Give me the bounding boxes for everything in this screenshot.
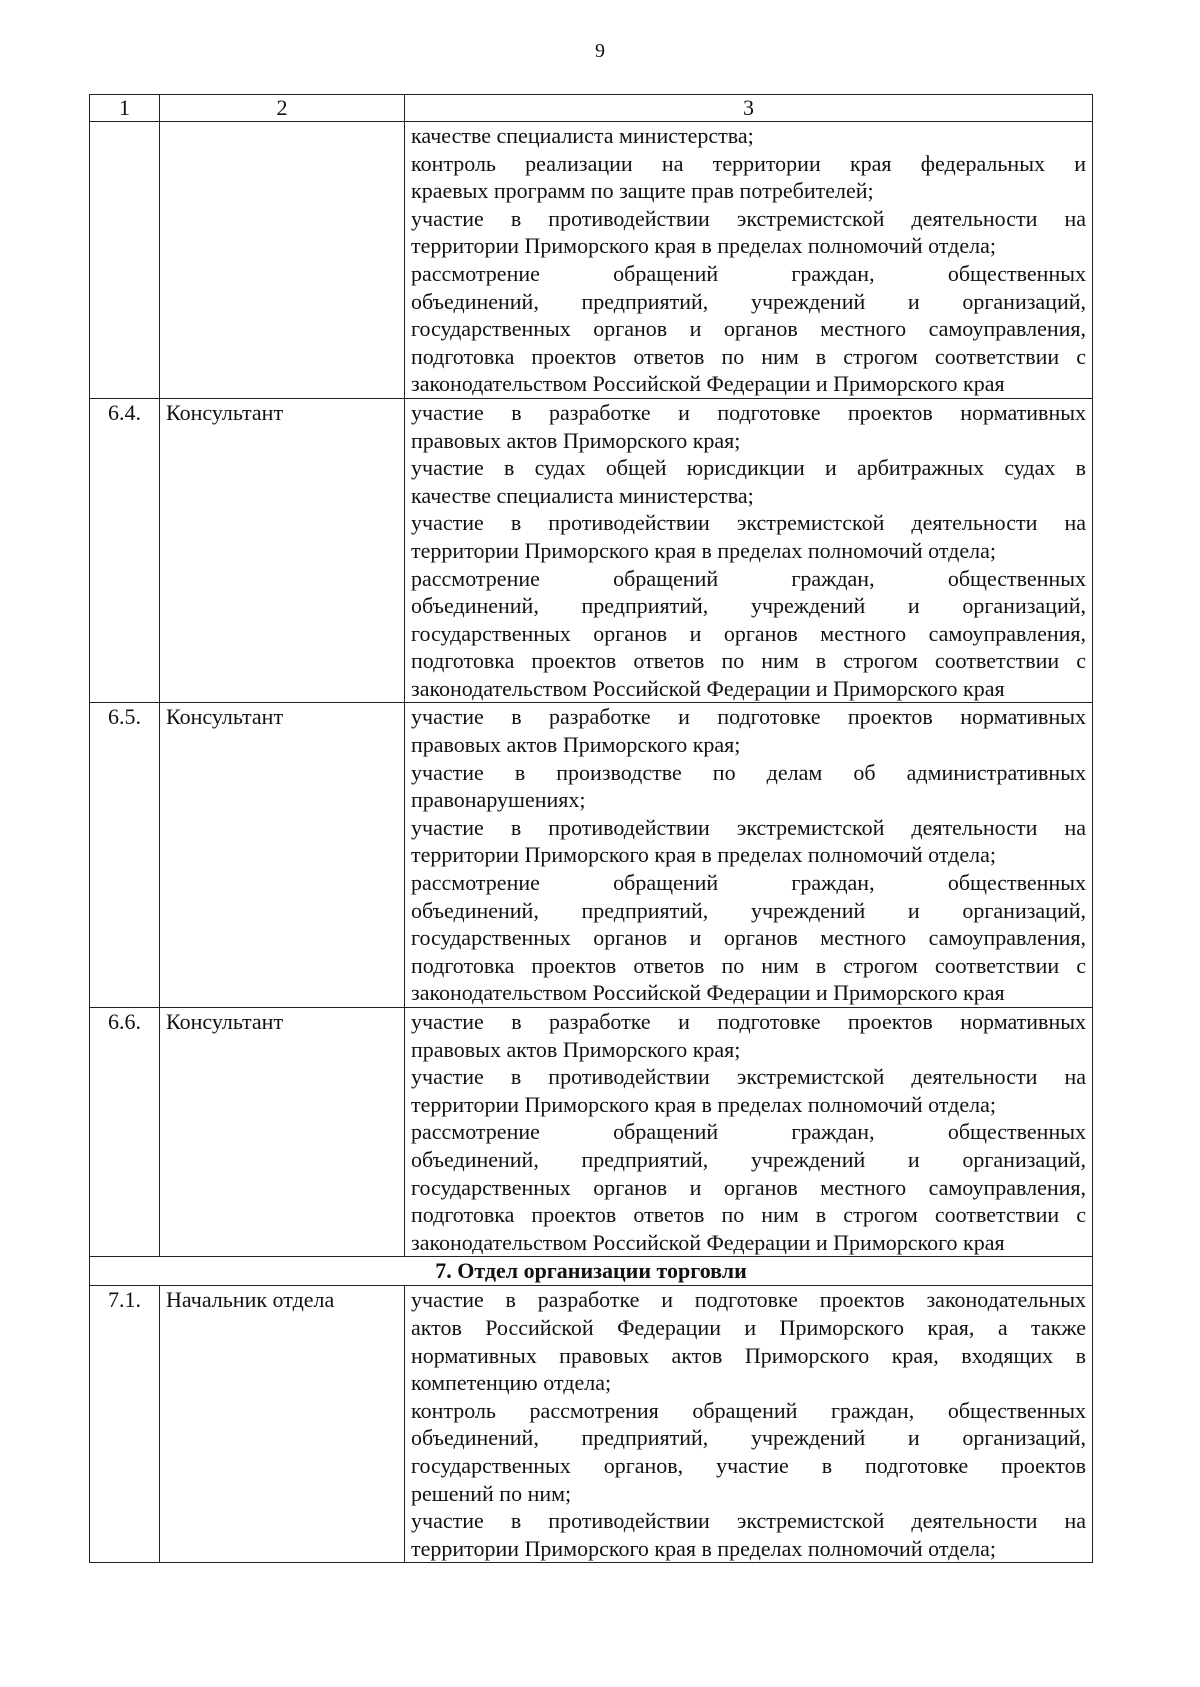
duty-line: территории Приморского края в пределах полномочий отдела; [411,1091,996,1117]
duty-line: правонарушениях; [411,787,586,813]
duty-line: компетенцию отдела; [411,1370,612,1396]
duty-line: качестве специалиста министерства; [411,123,754,148]
duty-line: участие в разработке и подготовке проектов законодательных [411,1287,1086,1313]
duty-line: подготовка проектов ответов по ним в строгом соответствии с [411,648,1086,674]
duty-line: рассмотрение обращений граждан, общественных [411,565,1086,591]
duty-line: законодательством Российской Федерации и Приморского края [411,371,1005,397]
duty-line: контроль реализации на территории края федеральных и [411,150,1086,176]
header-col-3: 3 [405,95,1093,122]
position-title: Консультант [160,1008,405,1257]
duty-line: участие в противодействии экстремистской деятельности на [411,205,1086,231]
duty-line: участие в разработке и подготовке проектов нормативных [411,1009,1086,1034]
section-heading: 7. Отдел организации торговли [90,1257,1093,1286]
table-row [90,1008,1093,1257]
duty-line: участие в судах общей юрисдикции и арбитражных судах в [411,455,1086,481]
duty-line: участие в производстве по делам об административных [411,759,1086,785]
duty-line: правовых актов Приморского края; [411,732,741,758]
duty-line: актов Российской Федерации и Приморского края, а также [411,1314,1086,1340]
duty-line: решений по ним; [411,1480,572,1506]
duty-line: рассмотрение обращений граждан, общественных [411,260,1086,286]
duties-text [405,398,1093,703]
duty-line: государственных органов и органов местного самоуправления, [411,925,1086,951]
duty-line: подготовка проектов ответов по ним в строгом соответствии с [411,1202,1086,1228]
duty-line: законодательством Российской Федерации и Приморского края [411,980,1005,1006]
duty-line: объединений, предприятий, учреждений и организаций, [411,288,1086,314]
duty-line: территории Приморского края в пределах полномочий отдела; [411,537,996,563]
duty-line: государственных органов и органов местного самоуправления, [411,316,1086,342]
row-number: 7.1. [90,1286,160,1563]
header-row [90,95,1093,122]
duties-table [89,94,1093,1563]
duty-line: законодательством Российской Федерации и Приморского края [411,1229,1005,1255]
duty-line: участие в противодействии экстремистской деятельности на [411,1064,1086,1090]
section-heading-row [90,1257,1093,1286]
duty-line: государственных органов и органов местного самоуправления, [411,620,1086,646]
duties-text [405,1286,1093,1563]
table-row [90,398,1093,703]
position-title: Консультант [160,703,405,1008]
duty-line: территории Приморского края в пределах полномочий отдела; [411,1535,996,1561]
duty-line: подготовка проектов ответов по ним в строгом соответствии с [411,343,1086,369]
row-number: 6.5. [90,703,160,1008]
duty-line: территории Приморского края в пределах полномочий отдела; [411,842,996,868]
table-row [90,1286,1093,1563]
duty-line: объединений, предприятий, учреждений и организаций, [411,593,1086,619]
duty-line: объединений, предприятий, учреждений и организаций, [411,1425,1086,1451]
duty-line: государственных органов и органов местного самоуправления, [411,1174,1086,1200]
duty-line: государственных органов, участие в подготовке проектов [411,1452,1086,1478]
position-title [160,122,405,399]
page-number: 9 [595,40,605,62]
duties-text [405,1008,1093,1257]
duty-line: рассмотрение обращений граждан, общественных [411,1119,1086,1145]
duty-line: правовых актов Приморского края; [411,427,741,453]
duty-line: качестве специалиста министерства; [411,482,754,508]
duty-line: участие в разработке и подготовке проектов нормативных [411,399,1086,425]
duty-line: правовых актов Приморского края; [411,1036,741,1062]
table-row [90,122,1093,399]
duty-line: подготовка проектов ответов по ним в строгом соответствии с [411,952,1086,978]
duty-line: законодательством Российской Федерации и Приморского края [411,675,1005,701]
duty-line: участие в противодействии экстремистской деятельности на [411,814,1086,840]
position-title: Начальник отдела [160,1286,405,1563]
duty-line: участие в противодействии экстремистской деятельности на [411,510,1086,536]
duty-line: объединений, предприятий, учреждений и организаций, [411,1146,1086,1172]
duties-text [405,703,1093,1008]
row-number [90,122,160,399]
duty-line: нормативных правовых актов Приморского края, входящих в [411,1342,1086,1368]
header-col-1: 1 [90,95,160,122]
duty-line: участие в разработке и подготовке проектов нормативных [411,704,1086,730]
duty-line: рассмотрение обращений граждан, общественных [411,870,1086,896]
duty-line: краевых программ по защите прав потребителей; [411,178,874,204]
row-number: 6.6. [90,1008,160,1257]
duties-text [405,122,1093,399]
duty-line: территории Приморского края в пределах полномочий отдела; [411,233,996,259]
position-title: Консультант [160,398,405,703]
header-col-2: 2 [160,95,405,122]
table-row [90,703,1093,1008]
duty-line: участие в противодействии экстремистской деятельности на [411,1508,1086,1534]
row-number: 6.4. [90,398,160,703]
duty-line: объединений, предприятий, учреждений и организаций, [411,897,1086,923]
duty-line: контроль рассмотрения обращений граждан, общественных [411,1397,1086,1423]
